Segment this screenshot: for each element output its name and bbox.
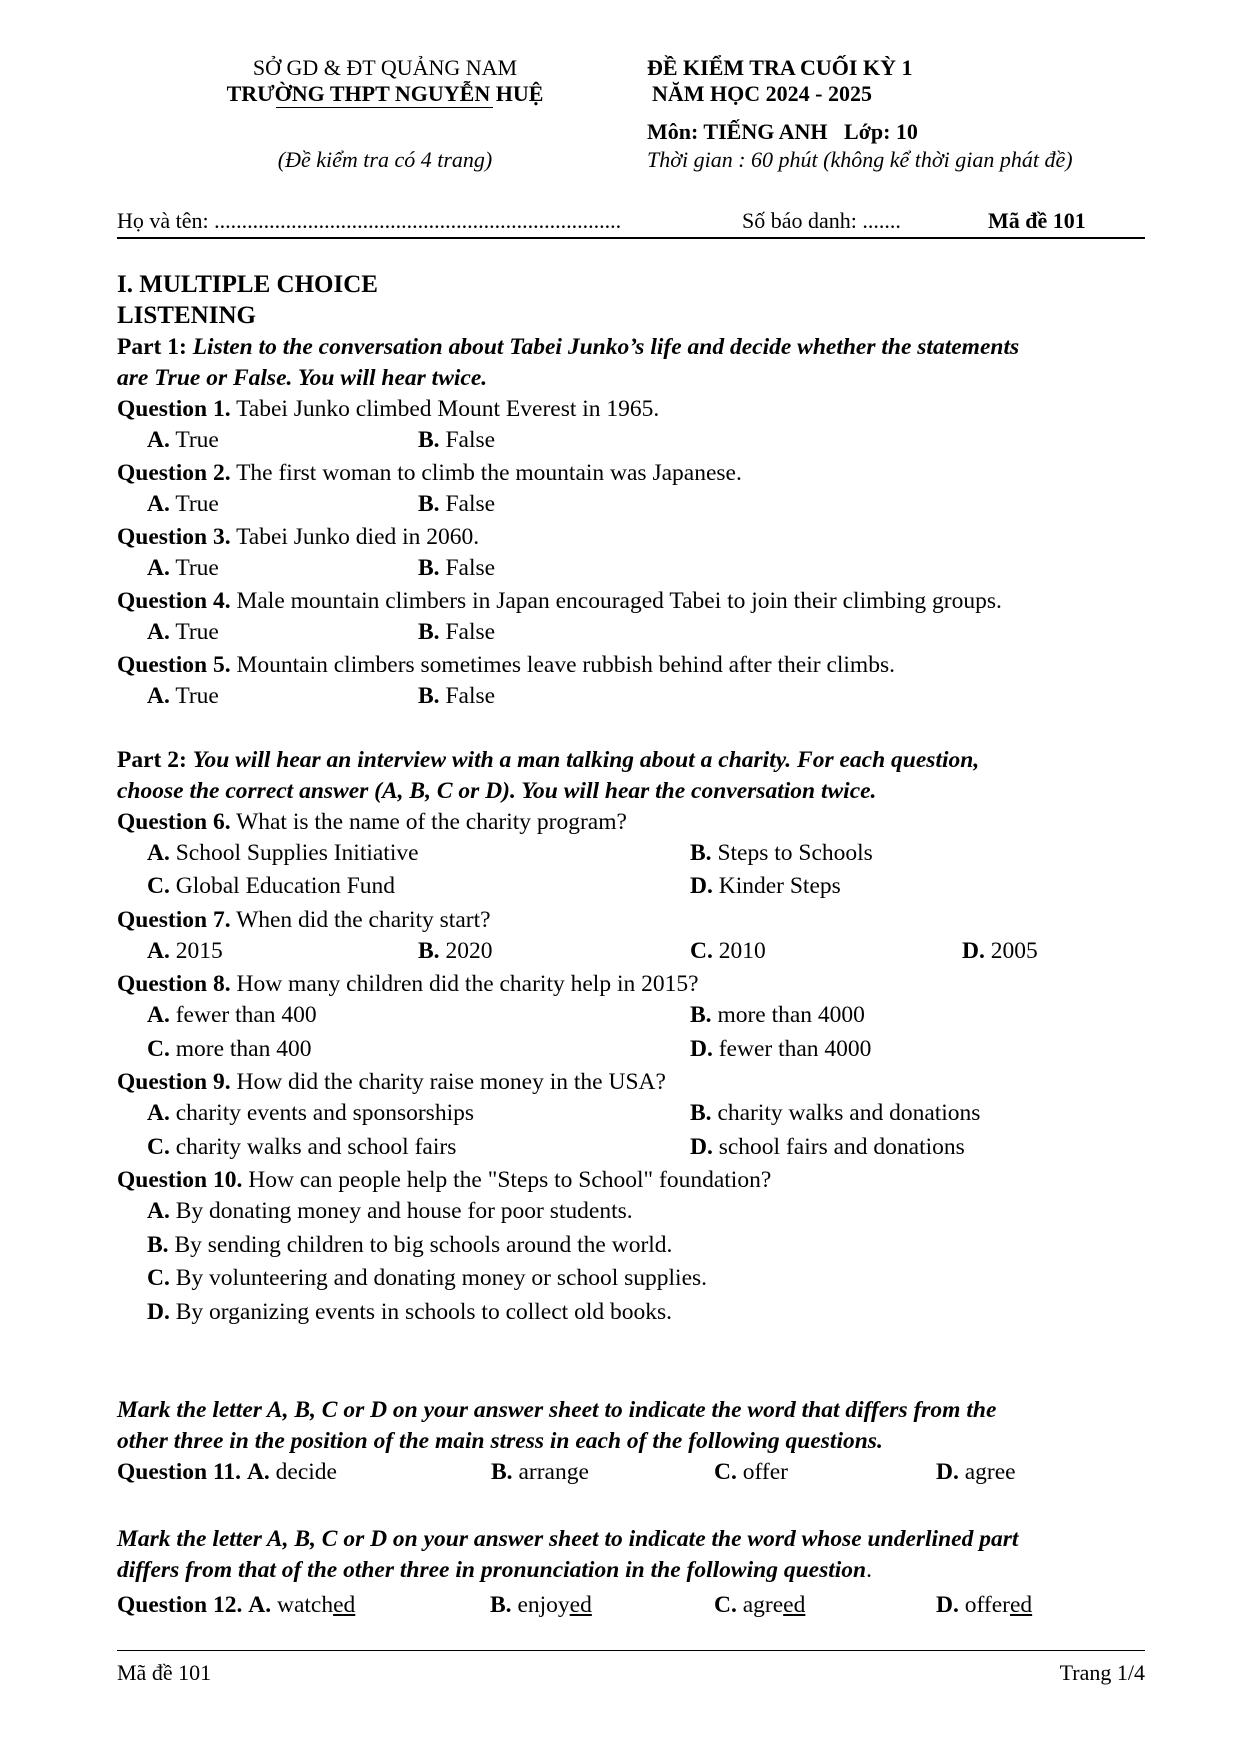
q7-option-a[interactable]: A. 2015 — [147, 938, 223, 964]
grade-label: Lớp: 10 — [844, 119, 918, 144]
q12-option-a[interactable]: watched — [276, 1592, 356, 1618]
question-8 — [117, 971, 699, 998]
q4-option-a[interactable]: A. True — [147, 619, 219, 645]
question-text: Tabei Junko climbed Mount Everest in 1965. — [236, 396, 660, 422]
school-name: TRƯỜNG THPT NGUYỄN HUỆ — [226, 81, 544, 106]
part1-label: Part 1: — [117, 334, 187, 360]
q4-option-b[interactable]: B. False — [418, 619, 496, 645]
q9-option-a[interactable]: A. charity events and sponsorships — [147, 1100, 475, 1126]
question-1 — [117, 396, 659, 423]
q1-option-a[interactable]: A. True — [147, 427, 219, 453]
question-number: Question 8. — [117, 971, 231, 997]
dept-name: SỞ GD & ĐT QUẢNG NAM — [252, 55, 518, 80]
q3-option-a[interactable]: A. True — [147, 555, 219, 581]
subject-grade — [647, 119, 918, 145]
q9-option-d[interactable]: D. school fairs and donations — [690, 1134, 965, 1160]
question-text: How did the charity raise money in the USA? — [236, 1069, 666, 1095]
q12-option-c[interactable]: C. agreed — [714, 1592, 806, 1618]
stress-instruction-line1: Mark the letter A, B, C or D on your answer sheet to indicate the word that differs from the — [117, 1397, 997, 1423]
question-text: What is the name of the charity program? — [236, 809, 627, 835]
q3-option-b[interactable]: B. False — [418, 555, 496, 581]
q8-option-b[interactable]: B. more than 4000 — [690, 1002, 865, 1028]
footer-divider — [117, 1650, 1145, 1651]
part2-instruction-line1 — [117, 747, 1145, 774]
question-12: Question 12. A. watched — [117, 1592, 356, 1618]
part2-label: Part 2: — [117, 747, 187, 773]
time-note: Thời gian : 60 phút (không kể thời gian phát đề) — [647, 147, 1073, 172]
pron-instruction-text2: differs from that of the other three in pronunciation in the following question — [117, 1557, 867, 1583]
question-text: How can people help the "Steps to School" foundation? — [248, 1167, 772, 1193]
q6-option-c[interactable]: C. Global Education Fund — [147, 873, 396, 899]
q10-option-a[interactable]: A. By donating money and house for poor students. — [147, 1198, 633, 1224]
q12-option-d[interactable]: D. offered — [936, 1592, 1033, 1618]
question-3 — [117, 524, 479, 551]
header-divider — [117, 237, 1145, 239]
question-number: Question 5. — [117, 652, 231, 678]
candidate-number-field[interactable]: Số báo danh: ....... — [742, 208, 901, 233]
q5-option-a[interactable]: A. True — [147, 683, 219, 709]
section-subtitle: LISTENING — [117, 302, 256, 329]
question-11: Question 11. A. decide — [117, 1459, 337, 1485]
q6-option-a[interactable]: A. School Supplies Initiative — [147, 840, 419, 866]
q11-option-c[interactable]: C. offer — [714, 1459, 788, 1485]
question-6 — [117, 809, 627, 836]
pron-instruction-line1: Mark the letter A, B, C or D on your answer sheet to indicate the word whose underlined part — [117, 1526, 1019, 1552]
q1-option-b[interactable]: B. False — [418, 427, 496, 453]
q10-option-b[interactable]: B. By sending children to big schools around the world. — [147, 1232, 673, 1258]
q9-option-b[interactable]: B. charity walks and donations — [690, 1100, 981, 1126]
part1-instruction-line2: are True or False. You will hear twice. — [117, 365, 488, 391]
q6-option-d[interactable]: D. Kinder Steps — [690, 873, 841, 899]
question-number: Question 11. — [117, 1459, 242, 1485]
stress-instruction-line2: other three in the position of the main stress in each of the following questions. — [117, 1428, 883, 1454]
question-number: Question 6. — [117, 809, 231, 835]
student-name-field[interactable]: Họ và tên: .......................................................................... — [117, 208, 622, 233]
question-number: Question 10. — [117, 1167, 243, 1193]
question-number: Question 4. — [117, 588, 231, 614]
part1-instruction-line1 — [117, 334, 1145, 361]
q8-option-a[interactable]: A. fewer than 400 — [147, 1002, 317, 1028]
q11-option-a[interactable]: decide — [275, 1459, 337, 1485]
question-text: How many children did the charity help in 2015? — [236, 971, 699, 997]
question-number: Question 3. — [117, 524, 231, 550]
question-text: Male mountain climbers in Japan encouraged Tabei to join their climbing groups. — [236, 588, 1002, 614]
footer-exam-code: Mã đề 101 — [117, 1660, 212, 1685]
exam-code: Mã đề 101 — [988, 208, 1086, 233]
pages-note: (Đề kiểm tra có 4 trang) — [277, 147, 493, 172]
part2-instruction-text1: You will hear an interview with a man talking about a charity. For each question, — [192, 747, 980, 773]
question-number: Question 1. — [117, 396, 231, 422]
part1-instruction-text1: Listen to the conversation about Tabei Junko’s life and decide whether the statements — [192, 334, 1020, 360]
q10-option-d[interactable]: D. By organizing events in schools to collect old books. — [147, 1299, 672, 1325]
q9-option-c[interactable]: C. charity walks and school fairs — [147, 1134, 457, 1160]
school-underline — [276, 107, 493, 108]
q7-option-c[interactable]: C. 2010 — [690, 938, 766, 964]
question-number: Question 2. — [117, 460, 231, 486]
exam-title: ĐỀ KIỂM TRA CUỐI KỲ 1 — [647, 55, 913, 80]
q5-option-b[interactable]: B. False — [418, 683, 496, 709]
question-number: Question 7. — [117, 907, 231, 933]
question-10 — [117, 1167, 771, 1194]
question-7 — [117, 907, 491, 934]
question-9 — [117, 1069, 666, 1096]
subject-label: Môn: TIẾNG ANH — [647, 119, 828, 144]
footer-page-number: Trang 1/4 — [1059, 1660, 1145, 1685]
pron-instruction-period: . — [866, 1557, 872, 1583]
question-text: When did the charity start? — [236, 907, 491, 933]
q7-option-d[interactable]: D. 2005 — [962, 938, 1038, 964]
question-4 — [117, 588, 1002, 615]
q8-option-d[interactable]: D. fewer than 4000 — [690, 1036, 872, 1062]
question-number: Question 12. — [117, 1592, 243, 1618]
q7-option-b[interactable]: B. 2020 — [418, 938, 493, 964]
question-2 — [117, 460, 742, 487]
question-text: Mountain climbers sometimes leave rubbish behind after their climbs. — [236, 652, 895, 678]
q2-option-b[interactable]: B. False — [418, 491, 496, 517]
school-year: NĂM HỌC 2024 - 2025 — [652, 81, 872, 106]
q11-option-d[interactable]: D. agree — [936, 1459, 1016, 1485]
part2-instruction-line2: choose the correct answer (A, B, C or D). You will hear the conversation twice. — [117, 778, 877, 804]
q10-option-c[interactable]: C. By volunteering and donating money or school supplies. — [147, 1265, 708, 1291]
question-number: Question 9. — [117, 1069, 231, 1095]
question-text: The first woman to climb the mountain was Japanese. — [236, 460, 742, 486]
pron-instruction-line2 — [117, 1557, 872, 1584]
question-text: Tabei Junko died in 2060. — [236, 524, 480, 550]
q8-option-c[interactable]: C. more than 400 — [147, 1036, 312, 1062]
q2-option-a[interactable]: A. True — [147, 491, 219, 517]
question-5 — [117, 652, 895, 679]
q6-option-b[interactable]: B. Steps to Schools — [690, 840, 873, 866]
section-title: I. MULTIPLE CHOICE — [117, 271, 378, 298]
q12-option-b[interactable]: B. enjoyed — [490, 1592, 592, 1618]
q11-option-b[interactable]: B. arrange — [491, 1459, 589, 1485]
